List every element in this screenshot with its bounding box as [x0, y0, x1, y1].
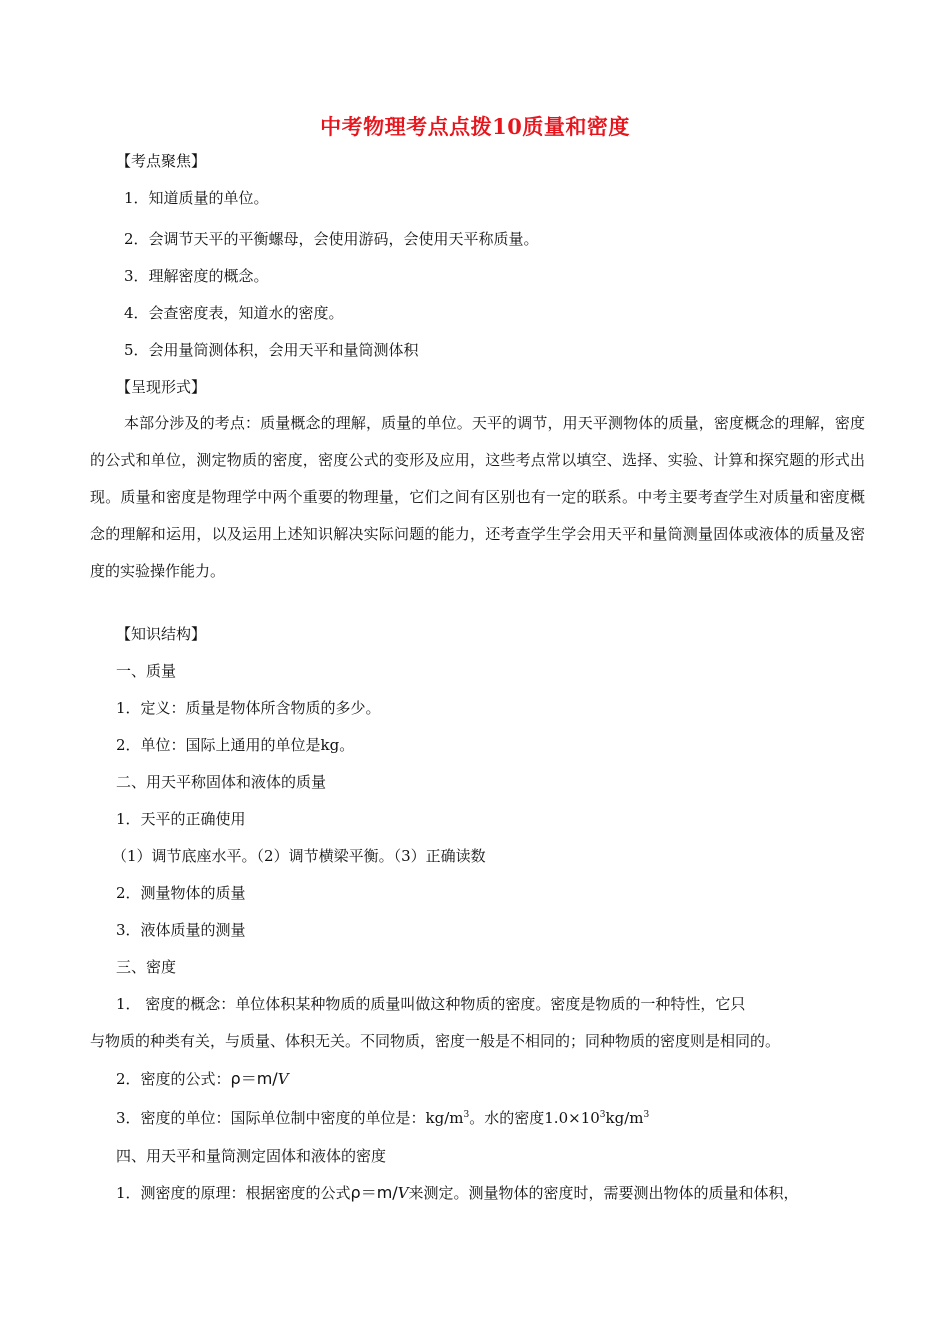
density-heading: 三、密度: [116, 958, 177, 976]
balance-item-4: 3．液体质量的测量: [116, 921, 246, 939]
unit-kg: kg/m: [425, 1109, 464, 1127]
principle-line: [116, 1183, 799, 1203]
unit-water: 。水的密度: [469, 1109, 545, 1127]
measure-heading: 四、用天平和量筒测定固体和液体的密度: [116, 1147, 387, 1165]
balance-item-3: 2．测量物体的质量: [116, 884, 246, 902]
unit-label: 3．密度的单位：国际单位制中密度的单位是：: [116, 1109, 426, 1127]
mass-heading: 一、质量: [116, 662, 177, 680]
principle-rest: 来测定。测量物体的密度时，需要测出物体的质量和体积，: [408, 1184, 799, 1202]
unit-value: 1.0×10: [544, 1109, 600, 1127]
mass-item-1: 1．定义：质量是物体所含物质的多少。: [116, 699, 381, 717]
formula-rho: ρ＝m/: [230, 1069, 278, 1088]
focus-heading: 【考点聚焦】: [116, 152, 207, 170]
mass-item-2: 2．单位：国际上通用的单位是kg。: [116, 736, 355, 754]
focus-item-2: 2．会调节天平的平衡螺母，会使用游码，会使用天平称质量。: [124, 230, 539, 248]
formula-v: V: [277, 1070, 289, 1088]
formula-label: 2．密度的公式：: [116, 1070, 231, 1088]
focus-item-3: 3．理解密度的概念。: [124, 267, 269, 285]
balance-item-1: 1．天平的正确使用: [116, 810, 246, 828]
balance-item-2: （1）调节底座水平。（2）调节横梁平衡。（3）正确读数: [112, 847, 486, 865]
form-paragraph: 本部分涉及的考点：质量概念的理解，质量的单位。天平的调节，用天平测物体的质量，密度概念的理解，密度的公式和单位，测定物质的密度，密度公式的变形及应用，这些考点常以填空、选择、实验、计算和探究题的形式出现。质量和密度是物理学中两个重要的物理量，它们之间有区别也有一定的联系。中考主要考查学生对质量和密度概念的理解和运用，以及运用上述知识解决实际问题的能力，还考查学生学会用天平和量筒测量固体或液体的质量及密度的实验操作能力。: [90, 414, 865, 580]
density-unit: [116, 1108, 649, 1128]
balance-heading: 二、用天平称固体和液体的质量: [116, 773, 327, 791]
unit-value-exp: 3: [599, 1110, 606, 1120]
focus-item-5: 5．会用量筒测体积，会用天平和量筒测体积: [124, 341, 419, 359]
density-formula: [116, 1069, 289, 1089]
focus-item-1: 1．知道质量的单位。: [124, 189, 269, 207]
density-concept-line-2: 与物质的种类有关，与质量、体积无关。不同物质，密度一般是不相同的；同种物质的密度则是相同的。: [90, 1032, 781, 1050]
density-concept-line-1: 1． 密度的概念：单位体积某种物质的质量叫做这种物质的密度。密度是物质的一种特性，它只: [116, 995, 746, 1013]
unit-value-unit-exp: 3: [643, 1110, 650, 1120]
page-title: 中考物理考点点拨10质量和密度: [320, 114, 630, 139]
form-heading: 【呈现形式】: [116, 378, 207, 396]
unit-value-unit: kg/m: [605, 1109, 644, 1127]
principle-label: 1．测密度的原理：根据密度的公式: [116, 1184, 351, 1202]
focus-item-4: 4．会查密度表，知道水的密度。: [124, 304, 344, 322]
principle-v: V: [397, 1184, 409, 1202]
unit-exp: 3: [463, 1110, 470, 1120]
structure-heading: 【知识结构】: [116, 625, 207, 643]
principle-formula: ρ＝m/: [350, 1183, 398, 1202]
